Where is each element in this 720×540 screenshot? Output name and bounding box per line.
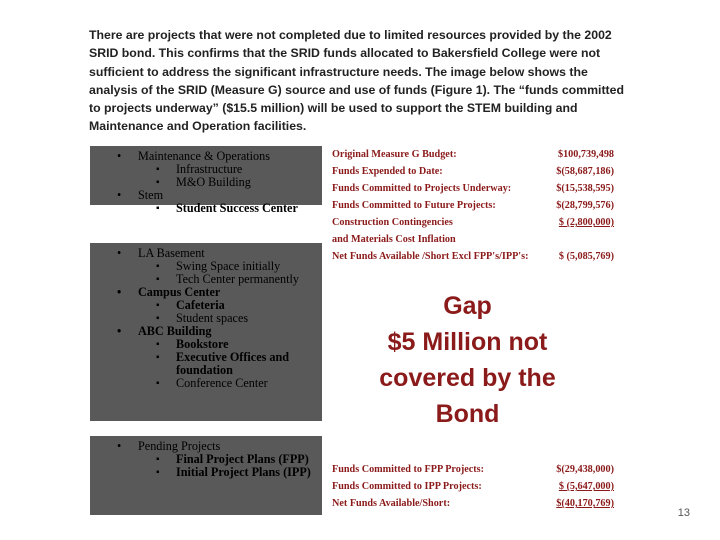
- list-item: ▪ Student Success Center: [90, 202, 322, 215]
- budget-label: Funds Committed to FPP Projects:: [332, 464, 485, 475]
- budget-amount: $(40,170,769): [556, 498, 614, 509]
- list-item: ▪ Bookstore: [90, 338, 322, 351]
- budget-row: [332, 180, 622, 197]
- budget-row: [332, 214, 622, 231]
- gap-line: Bond: [435, 400, 500, 428]
- budget-row: [332, 146, 622, 163]
- budget-label: Funds Committed to Projects Underway:: [332, 183, 512, 194]
- budget-amount: $(28,799,576): [556, 200, 614, 211]
- intro-paragraph: There are projects that were not completed due to limited resources provided by the 2002 SRID bond. This confirms that the SRID funds allocated to Bakersfield College were not sufficient to address the significant infrastructure needs. The image below shows the analysis of the SRID (Measure G) source and use of funds (Figure 1). The “funds committed to projects underway” ($15.5 million) will be used to support the STEM building and Maintenance and Operation facilities.: [89, 28, 624, 134]
- list-item: ▪ M&O Building: [90, 176, 322, 189]
- gap-callout: [345, 288, 590, 432]
- budget-label: and Materials Cost Inflation: [332, 234, 456, 245]
- budget-label: Funds Committed to IPP Projects:: [332, 481, 482, 492]
- list-item: ▪ Swing Space initially: [90, 260, 322, 273]
- pending-funds-table: [332, 461, 622, 512]
- budget-amount: $ (5,647,000): [558, 481, 614, 492]
- budget-label: Funds Committed to Future Projects:: [332, 200, 496, 211]
- list-item: ▪ Conference Center: [90, 377, 322, 390]
- budget-row: [332, 248, 622, 265]
- gap-line: $5 Million not: [387, 328, 548, 356]
- list-item: ▪ Initial Project Plans (IPP): [90, 466, 322, 479]
- panel-campus-buildings: [90, 243, 322, 421]
- panel3-list: [90, 440, 322, 479]
- list-item: ▪ Cafeteria: [90, 299, 322, 312]
- budget-summary-table: [332, 146, 622, 265]
- list-item: • Stem: [90, 189, 322, 202]
- list-item: ▪ Executive Offices and foundation: [90, 351, 322, 377]
- list-item: ▪ Final Project Plans (FPP): [90, 453, 322, 466]
- budget-amount: $(15,538,595): [556, 183, 614, 194]
- gap-line: covered by the: [379, 364, 556, 392]
- list-item: • Maintenance & Operations: [90, 150, 322, 163]
- panel-pending-projects: [90, 436, 322, 515]
- panel1-list: [90, 150, 322, 215]
- list-item: • Pending Projects: [90, 440, 322, 453]
- budget-amount: $ (2,800,000): [558, 217, 614, 228]
- budget-label: Net Funds Available /Short Excl FPP's/IPP's:: [332, 251, 529, 262]
- budget-label: Funds Expended to Date:: [332, 166, 443, 177]
- panel-maintenance-stem: [90, 146, 322, 215]
- list-item: ▪ Infrastructure: [90, 163, 322, 176]
- list-item: • Campus Center: [90, 286, 322, 299]
- budget-amount: $(58,687,186): [556, 166, 614, 177]
- budget-row: [332, 163, 622, 180]
- list-item: • ABC Building: [90, 325, 322, 338]
- budget-row: [332, 461, 622, 478]
- page-number: 13: [677, 507, 690, 519]
- budget-label: Original Measure G Budget:: [332, 149, 457, 160]
- panel2-list: [90, 247, 322, 390]
- budget-row: [332, 495, 622, 512]
- list-item: • LA Basement: [90, 247, 322, 260]
- budget-row: [332, 197, 622, 214]
- budget-amount: $100,739,498: [557, 149, 614, 160]
- budget-label: Construction Contingencies: [332, 217, 453, 228]
- budget-label: Net Funds Available/Short:: [332, 498, 451, 509]
- budget-row: [332, 478, 622, 495]
- list-item: ▪ Tech Center permanently: [90, 273, 322, 286]
- budget-row: [332, 231, 622, 248]
- list-item: ▪ Student spaces: [90, 312, 322, 325]
- budget-amount: $(29,438,000): [556, 464, 614, 475]
- budget-amount: $ (5,085,769): [558, 251, 614, 262]
- gap-line: Gap: [443, 292, 492, 320]
